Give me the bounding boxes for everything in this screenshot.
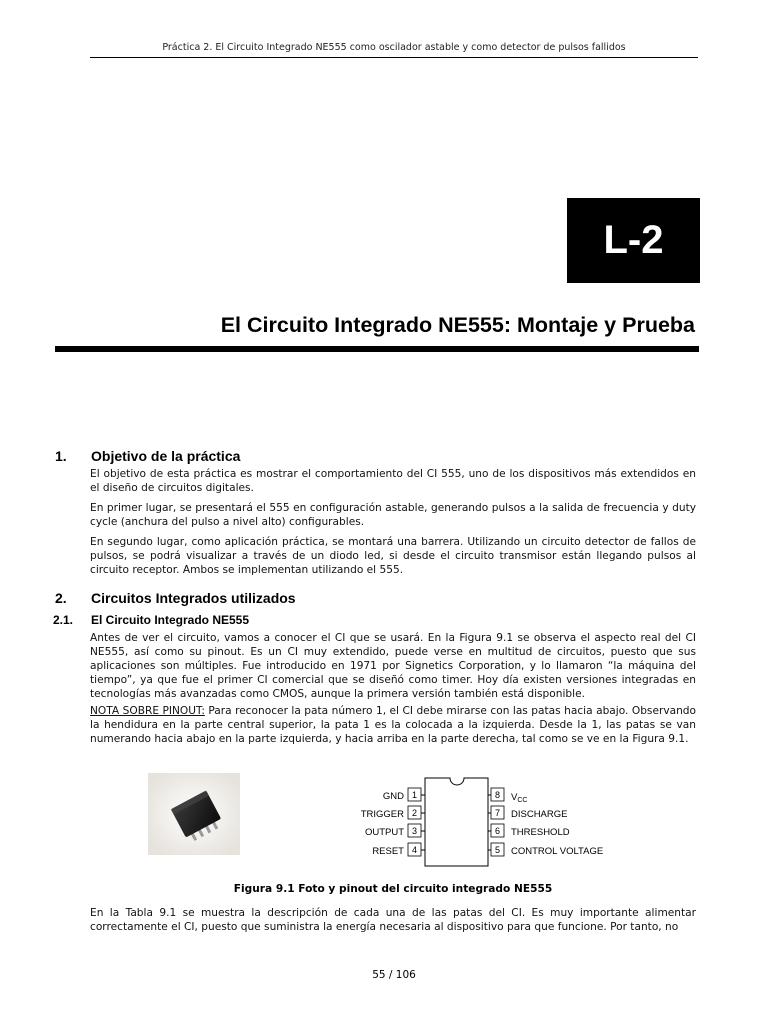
ne555-chip-photo	[148, 773, 240, 855]
ne555-pinout-diagram	[350, 776, 620, 874]
pin-4-number: 4	[411, 845, 418, 855]
title-rule	[55, 346, 699, 352]
section-2-1-paragraph-after-figure: En la Tabla 9.1 se muestra la descripción de cada una de las patas del CI. Es muy importante alimentar correctamente el CI, puesto que suministra la energía necesaria al dispositivo para que funcione. Por tanto, no	[90, 907, 696, 933]
page-number: 55 / 106	[372, 969, 416, 981]
pin-8-label	[511, 792, 527, 804]
section-2-heading: Circuitos Integrados utilizados	[91, 590, 296, 606]
page-title: El Circuito Integrado NE555: Montaje y Prueba	[220, 313, 695, 337]
pin-8-label-main: V	[511, 792, 518, 803]
section-2-1-heading: El Circuito Integrado NE555	[91, 613, 250, 627]
section-1-paragraph-2: En primer lugar, se presentará el 555 en configuración astable, generando pulsos a la salida de frecuencia y duty cycle (anchura del pulso a nivel alto) configurables.	[90, 502, 696, 528]
pin-4-label: RESET	[372, 846, 404, 857]
chapter-label: L-2	[603, 218, 664, 262]
pin-2-number: 2	[411, 808, 418, 818]
pin-7-number: 7	[494, 808, 501, 818]
pinout-note-label: NOTA SOBRE PINOUT:	[90, 705, 205, 717]
pin-3-number: 3	[411, 826, 418, 836]
pin-5-number: 5	[494, 845, 501, 855]
pin-2-label: TRIGGER	[360, 809, 404, 820]
pin-1-label: GND	[382, 791, 404, 802]
header-rule	[90, 57, 698, 58]
pinout-note-text: Para reconocer la pata número 1, el CI debe mirarse con las patas hacia abajo. Observando la hendidura en la parte central superior, la pata 1 es la colocada a la izquierda. Desde la 1, las patas se van numerando hacia abajo en la parte izquierda, y hacia arriba en la parte derecha, tal como se ve en la Figura 9.1.	[90, 705, 696, 745]
chip-body-outline	[425, 778, 488, 866]
pin-1-number: 1	[411, 790, 418, 800]
chapter-label-box	[567, 198, 700, 283]
section-1-paragraph-1: El objetivo de esta práctica es mostrar el comportamiento del CI 555, uno de los dispositivos más extendidos en el diseño de circuitos digitales.	[90, 468, 696, 494]
running-header: Práctica 2. El Circuito Integrado NE555 como oscilador astable y como detector de pulsos fallidos	[162, 42, 626, 53]
section-2-1-paragraph-1: Antes de ver el circuito, vamos a conocer el CI que se usará. En la Figura 9.1 se observa el aspecto real del CI NE555, así como su pinout. Es un CI muy extendido, puede verse en multitud de circuitos, puesto que sus aplicaciones son múltiples. Fue introducido en 1971 por Signetics Corporation, y lo llamaron “la máquina del tiempo”, ya que fue el primer CI comercial que se diseñó como timer. Hoy día existen versiones integradas en tecnologías más avanzadas como CMOS, aunque la primera versión también está disponible.	[90, 632, 696, 700]
section-2-1-number: 2.1.	[53, 613, 74, 627]
section-1-heading: Objetivo de la práctica	[91, 448, 241, 464]
right-pins	[488, 788, 603, 857]
figure-caption: Figura 9.1 Foto y pinout del circuito integrado NE555	[233, 883, 553, 895]
pin-6-label: THRESHOLD	[511, 827, 570, 838]
pin-5-label: CONTROL VOLTAGE	[511, 846, 604, 857]
section-1-number: 1.	[55, 448, 67, 464]
pin-6-number: 6	[494, 826, 501, 836]
pin-3-label: OUTPUT	[364, 827, 404, 838]
section-1-paragraph-3: En segundo lugar, como aplicación práctica, se montará una barrera. Utilizando un circuito detector de fallos de pulsos, se podrá visualizar a través de un diodo led, si desde el circuito transmisor están llegando pulsos al circuito receptor. Ambos se implementan utilizando el 555.	[90, 536, 696, 576]
pin-8-number: 8	[494, 790, 501, 800]
left-pins	[361, 788, 425, 857]
pin-7-label: DISCHARGE	[511, 809, 568, 820]
section-2-1-pinout-note	[90, 704, 696, 746]
pin-8-label-sub: CC	[517, 797, 528, 804]
section-2-number: 2.	[55, 590, 67, 606]
